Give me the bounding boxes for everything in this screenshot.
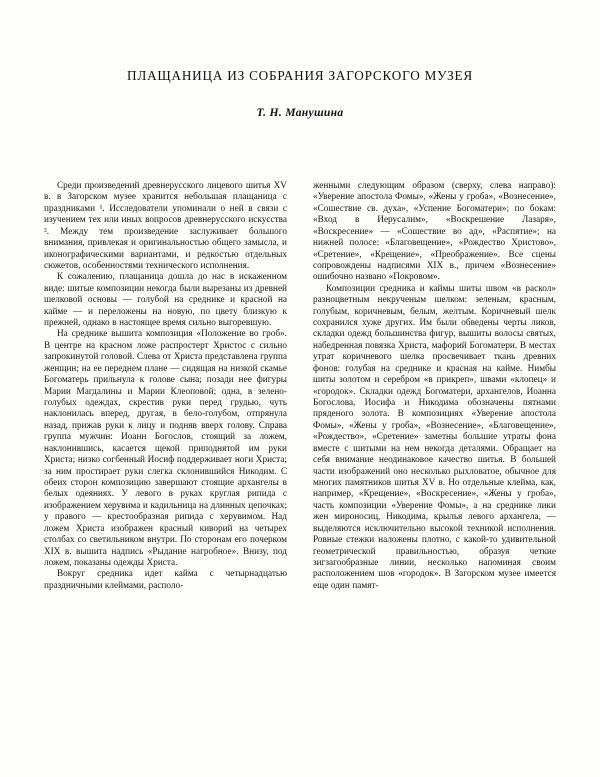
two-column-body	[44, 181, 557, 592]
paragraph: женными следующим образом (сверху, слева направо): «Уверение апостола Фомы», «Жены у гроба», «Вознесение», «Сошествие св. духа», «Успение Богоматери»; по бокам: «Вход в Иерусалим», «Воскрешение Лазаря», «Воскресение» — «Сошествие во ад», «Распятие»; на нижней полосе: «Благовещение», «Рождество Христово», «Сретение», «Крещение», «Преображение». Все сцены сопровождены надписями XIX в., причем «Вознесение» ошибочно названо «Покровом».	[313, 181, 556, 283]
paragraph: К сожалению, плащаница дошла до нас в искаженном виде: шитые композиции некогда были вырезаны из древней шелковой основы — голубой на среднике и красной на кайме — и переложены на новую, по цвету близкую к прежней, однако в настоящее время сильно выгоревшую.	[44, 272, 287, 329]
title-block	[0, 0, 600, 119]
right-column	[313, 181, 556, 592]
paragraph: На среднике вышита композиция «Положение во гроб». В центре на красном ложе распростерт Христос с сильно запрокинутой головой. Слева от Христа представлена группа женщин; на ее переднем плане — сидящая на низкой скамье Богоматерь прильнула к голове сына; позади нее фигуры Марии Магдалины и Марии Клеоповой; одна, в зелено-голубых одеждах, скрестив руки перед грудью, чуть наклонилась вперед, другая, в бело-голубом, отпрянула назад, прижав руки к лицу и подняв вверх голову. Справа группа мужчин: Иоанн Богослов, стоящий за ложем, наклонившись, касается щекой приподнятой им руки Христа; низко согбенный Иосиф поддерживает ноги Христа; за ним простирает руки слегка склонившийся Никодим. С обеих сторон композицию завершают стоящие архангелы в белых одеяниях. У левого в руках круглая рипида с изображением херувима и кадильница на длинных цепочках; у правого — крестообразная рипида с херувимом. Над ложем Христа изображен красный киворий на четырех столбах со светильником внутри. По сторонам его почерком XIX в. вышита надпись «Рыдание нагробное». Внизу, под ложем, показаны одежды Христа.	[44, 329, 287, 568]
paragraph: Среди произведений древнерусского лицевого шитья XV в. в Загорском музее хранится небольшая плащаница с праздниками ¹. Исследователи упоминали о ней в связи с изучением тех или иных вопросов древнерусского искусства ². Между тем произведение заслуживает большого внимания, привлекая и оригинальностью общего замысла, и иконографическими вариантами, и редкостью отдельных сюжетов, особенностями технического исполнения.	[44, 181, 287, 271]
paragraph: Вокруг средника идет кайма с четырнадцатью праздничными клеймами, располо-	[44, 569, 287, 591]
author-byline: Т. Н. Манушина	[256, 106, 344, 119]
left-column	[44, 181, 287, 592]
page-title: ПЛАЩАНИЦА ИЗ СОБРАНИЯ ЗАГОРСКОГО МУЗЕЯ	[127, 68, 473, 83]
paragraph: Композиции средника и каймы шиты швом «в раскол» разноцветным некрученым шелком: зеленым, красным, голубым, коричневым, белым, желтым. Коричневый шелк сохранился хуже других. Им были обведены черты ликов, складки одежд большинства фигур, вышиты волосы святых, набедренная повязка Христа, мафорий Богоматери. В местах утрат коричневого шелка просвечивает ткань древних фонов: голубая на среднике и красная на кайме. Нимбы шиты золотом и серебром «в прикреп», швами «клопец» и «городок». Складки одежд Богоматери, архангелов, Иоанна Богослова, Иосифа и Никодима обозначены пятнами пряденого золота. В композициях «Уверение апостола Фомы», «Жены у гроба», «Вознесение», «Благовещение», «Рождество», «Сретение» заметны большие утраты фона вместе с шитыми на нем некогда деталями. Обращает на себя внимание неодинаковое качество шитья. В большей части изображений оно несколько рыхловатое, обычное для многих памятников шитья XV в. Но отдельные клейма, как, например, «Крещение», «Воскресение», «Жены у гроба», часть композиции «Уверение Фомы», а на среднике лики жен мироносиц, Никодима, крылья левого архангела, — выделяются исключительно высокой техникой исполнения. Ровные стежки наложены плотно, с какой-то удивительной геометрической правильностью, образуя четкие зигзагообразные линии, несколько напоминая своим расположением шов «городок». В Загорском музее имеется еще один памят-	[313, 283, 556, 591]
